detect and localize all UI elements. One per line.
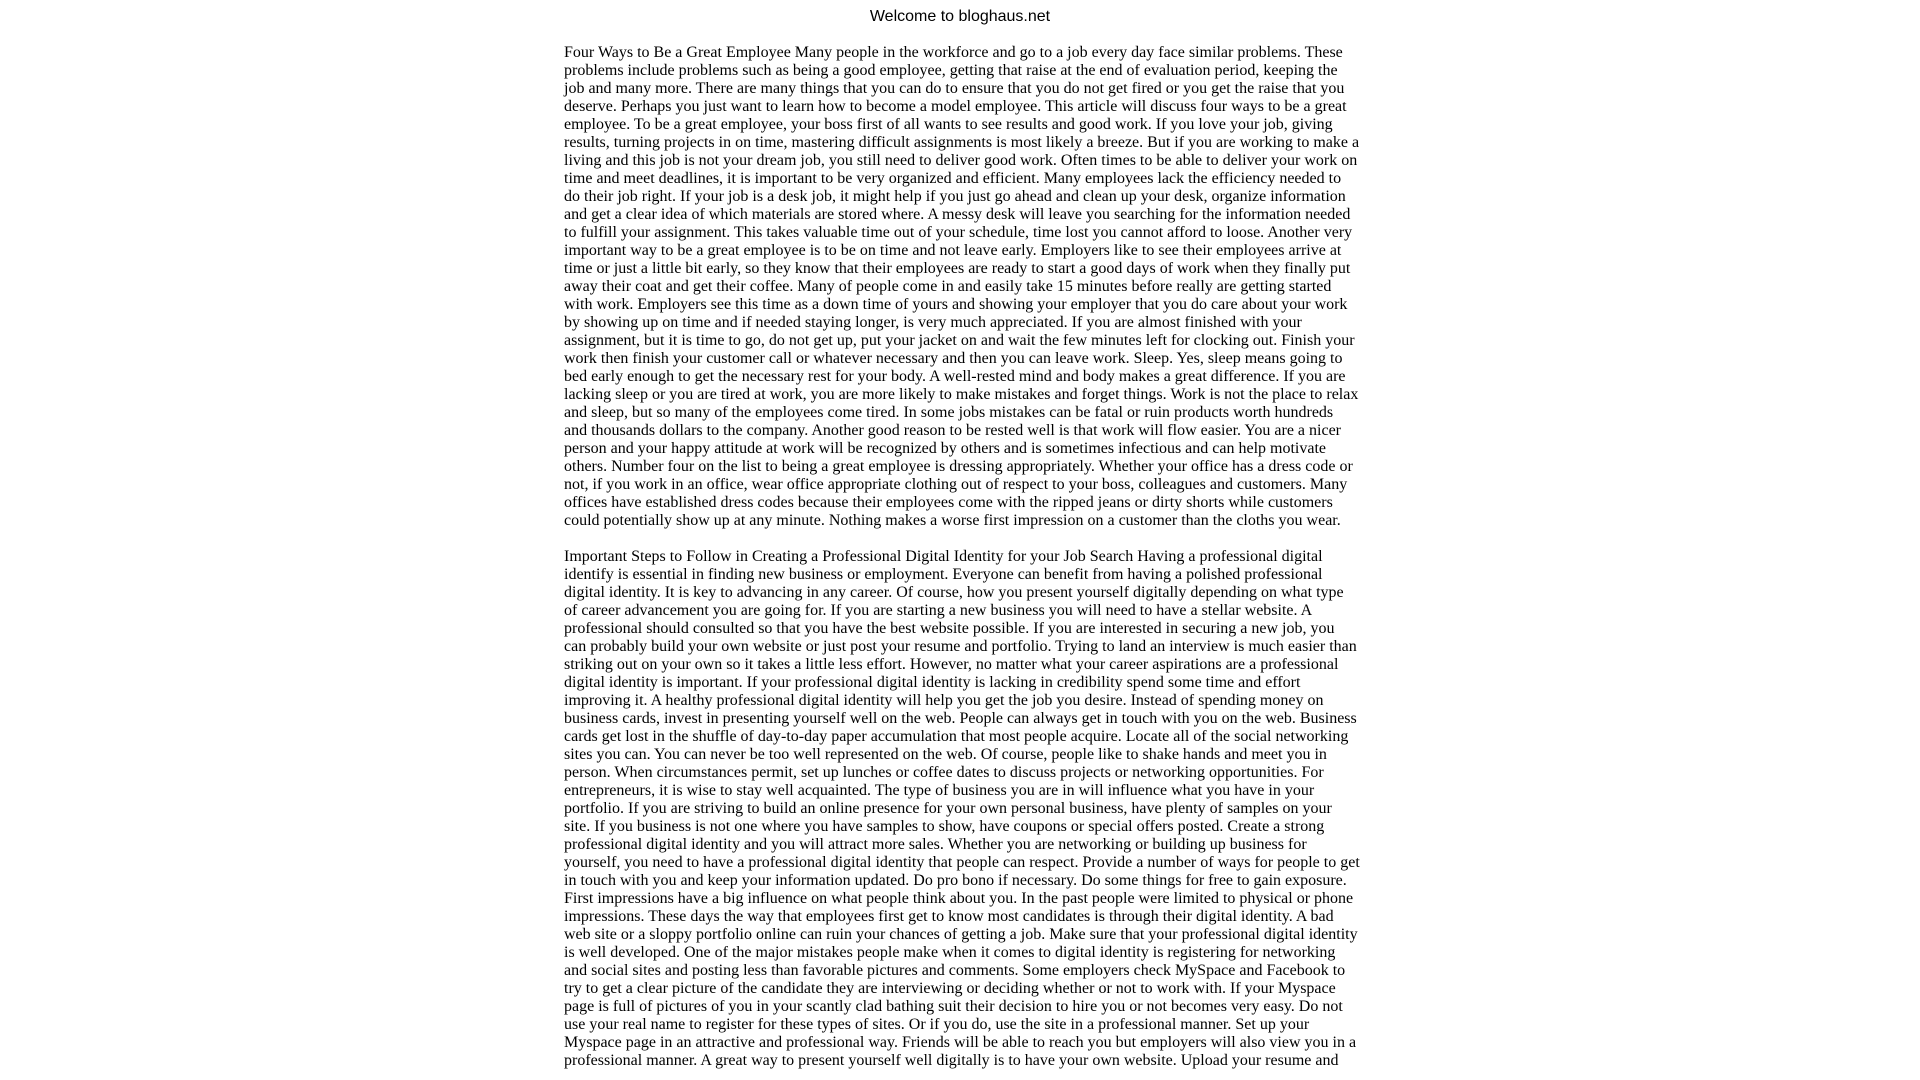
blog-content [564,44,1360,1080]
blog-post-employee: Four Ways to Be a Great Employee Many people in the workforce and go to a job every day face similar problems. These problems include problems such as being a good employee, getting that raise at the end of evaluation period, keeping the job and many more. There are many things that you can do to ensure that you do not get fired or you get the raise that you deserve. Perhaps you just want to learn how to become a model employee. This article will discuss four ways to be a great employee. To be a great employee, your boss first of all wants to see results and good work. If you love your job, giving results, turning projects in on time, mastering difficult assignments is most likely a breeze. But if you are working to make a living and this job is not your dream job, you still need to deliver good work. Often times to be able to deliver your work on time and meet deadlines, it is important to be very organized and efficient. Many employees lack the efficiency needed to do their job right. If your job is a desk job, it might help if you just go ahead and clean up your desk, organize information and get a clear idea of which materials are stored where. A messy desk will leave you searching for the information needed to fulfill your assignment. This takes valuable time out of your schedule, time lost you cannot afford to loose. Another very important way to be a great employee is to be on time and not leave early. Employers like to see their employees arrive at time or just a little bit early, so they know that their employees are ready to start a good days of work when they finally put away their coat and get their coffee. Many of people come in and easily take 15 minutes before really are getting started with work. Employers see this time as a down time of yours and showing your employer that you do care about your work by showing up on time and if needed staying longer, is very much appreciated. If you are almost finished with your assignment, but it is time to go, do not get up, put your jacket on and wait the few minutes left for clocking out. Finish your work then finish your customer call or whatever necessary and then you can leave work. Sleep. Yes, sleep means going to bed early enough to get the necessary rest for your body. A well-rested mind and body makes a great difference. If you are lacking sleep or you are tired at work, you are more likely to make mistakes and forget things. Work is not the place to relax and sleep, but so many of the employees come tired. In some jobs mistakes can be fatal or ruin products worth hundreds and thousands dollars to the company. Another good reason to be rested well is that work will flow easier. You are a nicer person and your happy attitude at work will be recognized by others and is sometimes infectious and can help motivate others. Number four on the list to being a great employee is dressing appropriately. Whether your office has a dress code or not, if you work in an office, wear office appropriate clothing out of respect to your boss, colleagues and customers. Many offices have established dress codes because their employees come with the ripped jeans or dirty shorts while customers could potentially show up at any minute. Nothing makes a worse first impression on a customer than the cloths you wear. [564,44,1360,529]
blog-post-digital-identity: Important Steps to Follow in Creating a Professional Digital Identity for your Job Search Having a professional digital identify is essential in finding new business or employment. Everyone can benefit from having a polished professional digital identity. It is key to advancing in any career. Of course, how you present yourself digitally depending on what type of career advancement you are going for. If you are starting a new business you will need to have a stellar website. A professional should consulted so that you have the best website possible. If you are interested in securing a new job, you can probably build your own website or just post your resume and portfolio. Trying to land an interview is much easier than striking out on your own so it takes a little less effort. However, no matter what your career aspirations are a professional digital identity is important. If your professional digital identity is lacking in credibility spend some time and effort improving it. A healthy professional digital identity will help you get the job you desire. Instead of spending money on business cards, invest in presenting yourself well on the web. People can always get in touch with you on the web. Business cards get lost in the shuffle of day-to-day paper accumulation that most people acquire. Locate all of the social networking sites you can. You can never be too well represented on the web. Of course, people like to shake hands and meet you in person. When circumstances permit, set up lunches or coffee dates to discuss projects or networking opportunities. For entrepreneurs, it is wise to stay well acquainted. The type of business you are in will influence what you have in your portfolio. If you are striving to build an online presence for your own personal business, have plenty of samples on your site. If you business is not one where you have samples to show, have coupons or special offers posted. Create a strong professional digital identity and you will attract more sales. Whether you are networking or building up business for yourself, you need to have a professional digital identity that people can respect. Provide a number of ways for people to get in touch with you and keep your information updated. Do pro bono if necessary. Do some things for free to gain exposure. First impressions have a big influence on what people think about you. In the past people were limited to physical or phone impressions. These days the way that employees first get to know most candidates is through their digital identity. A bad web site or a sloppy portfolio online can ruin your chances of getting a job. Make sure that your professional digital identity is well developed. One of the major mistakes people make when it comes to digital identity is registering for networking and social sites and posting less than favorable pictures and comments. Some employers check MySpace and Facebook to try to get a clear picture of the candidate they are interviewing or deciding whether or not to work with. If your Myspace page is full of pictures of you in your scantly clad bathing suit their decision to hire you or not becomes very easy. Do not use your real name to register for these types of sites. Or if you do, use the site in a professional manner. Set up your Myspace page in an attractive and professional way. Friends will be able to reach you but employers will also view you in a professional manner. A great way to present yourself well digitally is to have your own website. Upload your resume and [564,548,1360,1069]
site-welcome-title: Welcome to bloghaus.net [869,8,1051,25]
